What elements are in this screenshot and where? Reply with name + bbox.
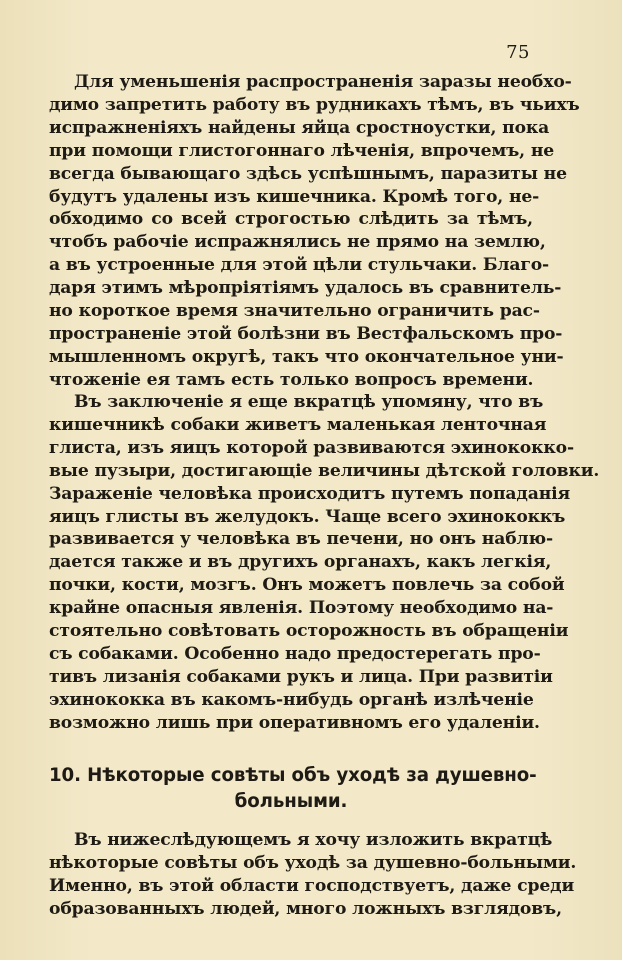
text-line: возможно лишь при оперативномъ его удаленіи. [49, 712, 540, 733]
heading-line: больными. [234, 791, 348, 812]
text-line: Зараженіе человѣка происходитъ путемъ попаданія [49, 483, 571, 504]
text-line: яицъ глисты въ желудокъ. Чаще всего эхинококкъ [49, 506, 566, 527]
text-line: съ собаками. Особенно надо предостерегать про- [49, 643, 541, 664]
section-heading [49, 763, 537, 815]
text-line: обходимо со всей строгостью слѣдить за тѣмъ, [49, 209, 533, 230]
text-line: почки, кости, мозгъ. Онъ можетъ повлечь за собой [49, 575, 565, 596]
text-line: вые пузыри, достигающіе величины дѣтской головки. [49, 460, 600, 481]
text-line: при помощи глистогоннаго лѣченія, впрочемъ, не [49, 140, 555, 161]
text-line: а въ устроенные для этой цѣли стульчаки. Благо- [49, 255, 550, 276]
text-line: Въ нижеслѣдующемъ я хочу изложить вкратцѣ [74, 830, 553, 850]
page-number: 75 [506, 42, 530, 63]
text-line: испражненіяхъ найдены яйца сростноустки, пока [49, 117, 550, 138]
text-line: чтоженіе ея тамъ есть только вопросъ времени. [49, 369, 534, 390]
text-line: эхинококка въ какомъ-нибудь органѣ излѣченіе [49, 689, 534, 710]
text-line: тивъ лизанія собаками рукъ и лица. При развитіи [49, 666, 553, 687]
text-line: чтобъ рабочіе испражнялись не прямо на землю, [49, 232, 546, 253]
paragraph-echinococcus [49, 391, 600, 735]
text-line: стоятельно совѣтовать осторожность въ обращеніи [49, 621, 569, 642]
heading-line: 10. Нѣкоторые совѣты объ уходѣ за душевно- [49, 765, 537, 786]
paragraph-mental-care [49, 829, 577, 921]
text-line: даря этимъ мѣропріятіямъ удалось въ сравнитель- [49, 278, 562, 299]
text-line: мышленномъ округѣ, такъ что окончательное уни- [49, 346, 564, 367]
text-line: дается также и въ другихъ органахъ, какъ легкія, [49, 552, 552, 573]
text-line: Для уменьшенія распространенія заразы необхо- [74, 72, 572, 92]
text-line: нѣкоторые совѣты объ уходѣ за душевно-больными. [49, 852, 577, 873]
text-line: будутъ удалены изъ кишечника. Кромѣ того, не- [49, 186, 540, 207]
text-line: пространеніе этой болѣзни въ Вестфальскомъ про- [49, 323, 563, 344]
text-line: образованныхъ людей, много ложныхъ взглядовъ, [49, 898, 562, 919]
text-line: кишечникѣ собаки живетъ маленькая ленточная [49, 414, 547, 435]
text-line: всегда бывающаго здѣсь успѣшнымъ, паразиты не [49, 163, 567, 184]
text-line: Въ заключеніе я еще вкратцѣ упомяну, что въ [74, 392, 544, 412]
paragraph-hookworm-prevention [49, 71, 580, 392]
text-line: глиста, изъ яицъ которой развиваются эхинококко- [49, 437, 574, 458]
text-line: димо запретить работу въ рудникахъ тѣмъ, въ чьихъ [49, 94, 580, 115]
text-line: но короткое время значительно ограничить рас- [49, 301, 540, 322]
text-line: развивается у человѣка въ печени, но онъ наблю- [49, 529, 553, 550]
text-line: крайне опасныя явленія. Поэтому необходимо на- [49, 598, 554, 619]
text-line: Именно, въ этой области господствуетъ, даже среди [49, 875, 575, 896]
